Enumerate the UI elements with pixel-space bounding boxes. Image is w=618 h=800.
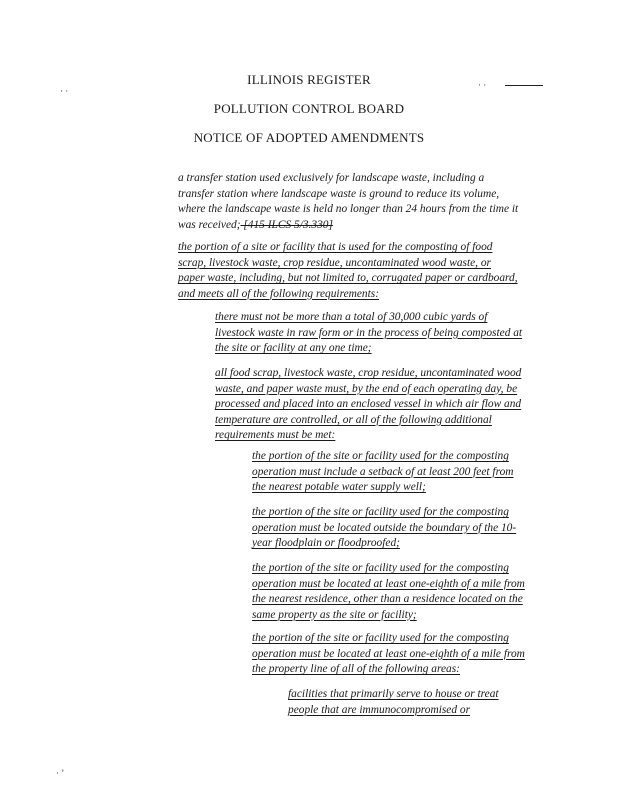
- underlined-line: there must not be more than a total of 30,000 cubic yards of: [215, 311, 488, 323]
- scan-speck-top-right: · ·: [478, 80, 487, 90]
- underlined-line: operation must be located outside the boundary of the 10-: [252, 521, 517, 534]
- underlined-line: processed and placed into an enclosed vessel in which air flow and: [215, 398, 522, 410]
- underlined-line: the property line of all of the following areas:: [252, 663, 460, 675]
- text-line: a transfer station used exclusively for landscape waste, including a: [178, 172, 485, 184]
- underlined-line: operation must be located at least one-eighth of a mile from: [252, 647, 525, 660]
- underlined-line: operation must include a setback of at least 200 feet from: [252, 465, 514, 478]
- underlined-line: the portion of the site or facility used for the composting: [252, 562, 509, 574]
- underlined-line: the portion of the site or facility used for the composting: [252, 632, 509, 644]
- underlined-line: facilities that primarily serve to house or treat: [288, 688, 499, 700]
- paragraph-property-line: [252, 631, 525, 678]
- scan-speck-bottom-left: · ’: [56, 768, 65, 778]
- text-line: [178, 218, 518, 234]
- header-notice-title: NOTICE OF ADOPTED AMENDMENTS: [193, 130, 425, 145]
- text-line: transfer station where landscape waste is ground to reduce its volume,: [178, 187, 500, 200]
- underlined-line: paper waste, including, but not limited to, corrugated paper or cardboard,: [178, 272, 518, 284]
- underlined-line: the nearest potable water supply well;: [252, 481, 426, 493]
- paragraph-transfer-station: [178, 171, 518, 233]
- underlined-line: the portion of the site or facility used for the composting: [252, 506, 509, 518]
- underlined-line: the portion of a site or facility that is used for the composting of food: [178, 241, 493, 253]
- underlined-line: the nearest residence, other than a residence located on the: [252, 593, 523, 605]
- header-board-title: POLLUTION CONTROL BOARD: [213, 101, 405, 116]
- paragraph-enclosed-vessel: [215, 366, 521, 444]
- underlined-line: the site or facility at any one time;: [215, 342, 372, 354]
- underlined-line: requirements must be met:: [215, 429, 336, 441]
- underlined-line: all food scrap, livestock waste, crop residue, uncontaminated wood: [215, 367, 522, 379]
- paragraph-livestock-limit: [215, 310, 522, 357]
- paragraph-setback-well: [252, 449, 514, 496]
- scan-speck-top-left: · ·: [60, 86, 69, 96]
- paragraph-floodplain: [252, 505, 516, 552]
- underlined-line: temperature are controlled, or all of the following additional: [215, 413, 492, 426]
- underlined-line: waste, and paper waste must, by the end of each operating day, be: [215, 382, 518, 395]
- header-register-title: ILLINOIS REGISTER: [247, 72, 371, 87]
- underlined-line: scrap, livestock waste, crop residue, uncontaminated wood waste, or: [178, 256, 491, 269]
- underlined-line: people that are immunocompromised or: [288, 703, 471, 716]
- struck-citation: [415 ILCS 5/3.330]: [240, 218, 333, 231]
- underlined-line: the portion of the site or facility used for the composting: [252, 450, 509, 462]
- paragraph-composting-portion: [178, 240, 518, 302]
- paragraph-residence-distance: [252, 561, 525, 623]
- underlined-line: same property as the site or facility;: [252, 608, 417, 621]
- underlined-line: year floodplain or floodproofed;: [252, 537, 400, 549]
- underlined-line: operation must be located at least one-eighth of a mile from: [252, 577, 525, 590]
- paragraph-immunocompromised: [288, 687, 499, 718]
- underlined-line: and meets all of the following requirements:: [178, 287, 379, 300]
- text-run: was received;: [178, 218, 241, 231]
- text-line: where the landscape waste is held no longer than 24 hours from the time it: [178, 203, 519, 215]
- underlined-line: livestock waste in raw form or in the process of being composted at: [215, 326, 523, 339]
